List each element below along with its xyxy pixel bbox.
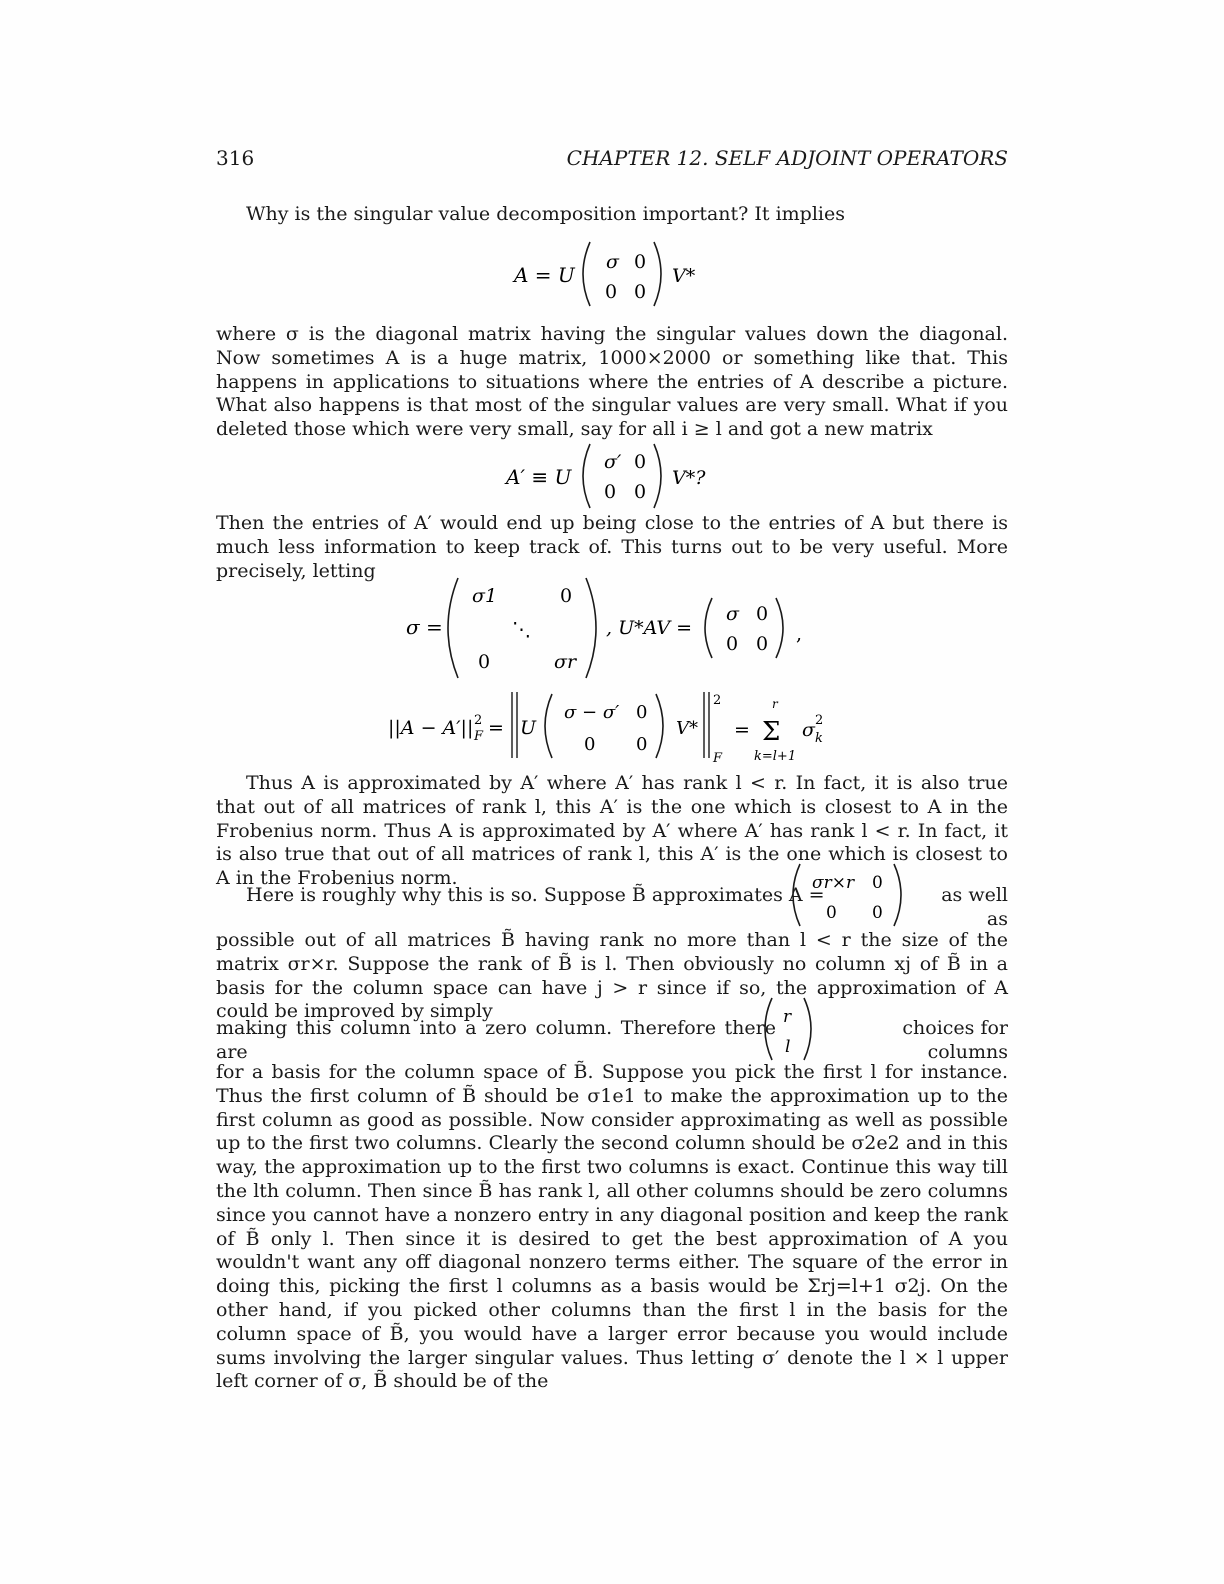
eq3-m2-22: 0	[756, 633, 769, 655]
eq3-right-paren-2	[776, 598, 783, 658]
paragraph-2-text: where σ is the diagonal matrix having the singular values down the diagonal. Now sometimes A is a huge matrix, 1000×2000 or something like that. This happens in applications to situations where the entries of A describe a picture. What also happens is that most of the singular values are very small. What if you deleted those which were very small, say for all i ≥ l and got a new matrix	[216, 323, 1008, 441]
eq5-m11: σr×r	[812, 873, 855, 893]
eq4-eq: =	[488, 717, 504, 739]
equation-6-svg	[758, 996, 822, 1062]
eq3-m2-12: 0	[756, 603, 769, 625]
paragraph-6	[216, 929, 1008, 1024]
equation-1-svg	[510, 236, 710, 312]
eq3-sigma1: σ1	[472, 585, 498, 607]
paragraph-8-text: for a basis for the column space of B̃. Suppose you pick the first l for instance. Thus the first column of B̃ should be σ1e1 to make the approximation up to the first column as good as possible. Now consider approximating as well as possible up to the first two columns. Clearly the second column should be σ2e2 and in this way, the approximation up to the first two columns is exact. Continue this way till the lth column. Then since B̃ has rank l, all other columns should be zero columns since you cannot have a nonzero entry in any diagonal position and keep the rank of B̃ only l. Then since it is desired to get the best approximation of A you wouldn't want any off diagonal nonzero terms either. The square of the error in doing this, picking the first l columns as a basis would be Σrj=l+1 σ2j. On the other hand, if you picked other columns than the first l in the basis for the column space of B̃, you would have a larger error because you would include sums involving the larger singular values. Thus letting σ′ denote the l × l upper left corner of σ, B̃ should be of the	[216, 1061, 1008, 1393]
eq3-lhs: σ =	[406, 615, 443, 639]
eq6-left-paren	[765, 998, 772, 1060]
eq1-m11: σ	[606, 251, 619, 273]
eq6-bottom: l	[785, 1037, 791, 1057]
eq1-right-paren	[654, 242, 661, 306]
equation-3-svg	[400, 574, 820, 682]
equation-6	[758, 996, 822, 1067]
paragraph-5a-text: Here is roughly why this is so. Suppose B̃ approximates A =	[246, 884, 825, 906]
eq2-left-paren	[583, 444, 590, 508]
eq5-left-paren	[793, 864, 800, 926]
equation-1	[510, 236, 710, 317]
eq1-m22: 0	[634, 281, 647, 303]
eq3-right-paren-1	[586, 578, 596, 678]
eq6-top: r	[783, 1007, 792, 1027]
equation-5-svg	[786, 862, 910, 928]
paragraph-6-text: possible out of all matrices B̃ having rank no more than l < r the size of the matrix σr×r. Suppose the rank of B̃ is l. Then obviously no column xj of B̃ in a basis for the column space can have j > r since if so, the approximation of A could be improved by simply	[216, 929, 1008, 1023]
eq4-lhs: ||A − A′||	[388, 717, 474, 739]
eq4-right-paren	[656, 694, 663, 758]
paragraph-5b-text: as well as	[941, 884, 1008, 930]
eq4-sum-sym: Σ	[762, 717, 781, 747]
eq4-term-sub: k	[815, 731, 823, 746]
paragraph-7-line	[216, 1017, 776, 1065]
eq4-norm-sub: F	[713, 751, 723, 766]
eq1-lhs: A = U	[514, 263, 575, 287]
eq5-m22: 0	[872, 903, 883, 923]
paragraph-2	[216, 323, 1008, 442]
eq5-m12: 0	[872, 873, 883, 893]
paragraph-5b	[916, 884, 1008, 932]
eq4-m21: 0	[584, 734, 596, 755]
eq2-m12: 0	[634, 451, 647, 473]
equation-4-svg	[384, 686, 844, 770]
equation-3	[400, 574, 820, 687]
eq3-m2-21: 0	[726, 633, 739, 655]
eq4-m22: 0	[636, 734, 648, 755]
eq2-rhs: V*?	[672, 467, 706, 489]
eq6-right-paren	[804, 998, 811, 1060]
equation-5	[786, 862, 910, 933]
eq4-V: V*	[676, 718, 698, 739]
equation-2-svg	[502, 440, 732, 516]
eq2-lhs: A′ ≡ U	[506, 465, 572, 489]
eq4-lhs-sub: F	[474, 729, 484, 744]
paragraph-7b-text: choices for columns	[902, 1017, 1008, 1063]
eq4-lhs-sup: 2	[474, 713, 483, 728]
paragraph-1	[216, 203, 1008, 227]
eq1-rhs: V*	[672, 265, 696, 287]
paragraph-3	[216, 512, 1008, 583]
eq4-norm-sup: 2	[713, 693, 722, 708]
eq4-eq2: =	[734, 719, 750, 741]
eq3-ddots: ⋱	[512, 619, 531, 641]
eq4-sum-bottom: k=l+1	[754, 749, 797, 764]
eq4-m11: σ − σ′	[564, 702, 620, 723]
equation-4	[384, 686, 844, 775]
running-head: CHAPTER 12. SELF ADJOINT OPERATORS	[566, 146, 1008, 170]
eq1-m12: 0	[634, 251, 647, 273]
eq3-m1-top-zero: 0	[560, 585, 573, 607]
eq2-right-paren	[654, 444, 661, 508]
eq2-m11: σ′	[604, 451, 622, 473]
eq4-m12: 0	[636, 702, 648, 723]
page-number: 316	[216, 146, 255, 170]
eq4-term-sup: 2	[815, 713, 824, 728]
paragraph-7b	[828, 1017, 1008, 1065]
eq2-m21: 0	[604, 481, 617, 503]
eq5-right-paren	[894, 864, 901, 926]
paragraph-8	[216, 1061, 1008, 1394]
eq3-end: ,	[796, 623, 803, 645]
eq5-m21: 0	[826, 903, 837, 923]
equation-2	[502, 440, 732, 521]
eq3-left-paren-1	[448, 578, 458, 678]
eq4-U: U	[520, 717, 537, 739]
eq1-m21: 0	[605, 281, 618, 303]
eq1-left-paren	[583, 242, 590, 306]
eq4-term: σ	[802, 719, 815, 741]
eq3-left-paren-2	[705, 598, 712, 658]
eq3-sigmar: σr	[554, 651, 577, 673]
eq3-mid: , U*AV =	[606, 617, 693, 639]
paragraph-4-text: Thus A is approximated by A′ where A′ has rank l < r. In fact, it is also true that out of all matrices of rank l, this A′ is the one which is closest to A in the Frobenius norm. Thus A is approximated by A′ where A′ has rank l < r. In fact, it is also true that out of all matrices of rank l, this A′ is the one which is closest to A in the Frobenius norm.	[216, 772, 1008, 890]
eq4-sum-top: r	[772, 697, 778, 711]
eq3-m1-bottom-zero: 0	[478, 651, 491, 673]
eq3-m2-11: σ	[726, 603, 739, 625]
paragraph-3-text: Then the entries of A′ would end up being close to the entries of A but there is much less information to keep track of. This turns out to be very useful. More precisely, letting	[216, 512, 1008, 582]
eq4-left-paren	[545, 694, 552, 758]
eq2-m22: 0	[634, 481, 647, 503]
paragraph-7a-text: making this column into a zero column. Therefore there are	[216, 1017, 776, 1063]
paragraph-1-text: Why is the singular value decomposition important? It implies	[246, 203, 845, 225]
